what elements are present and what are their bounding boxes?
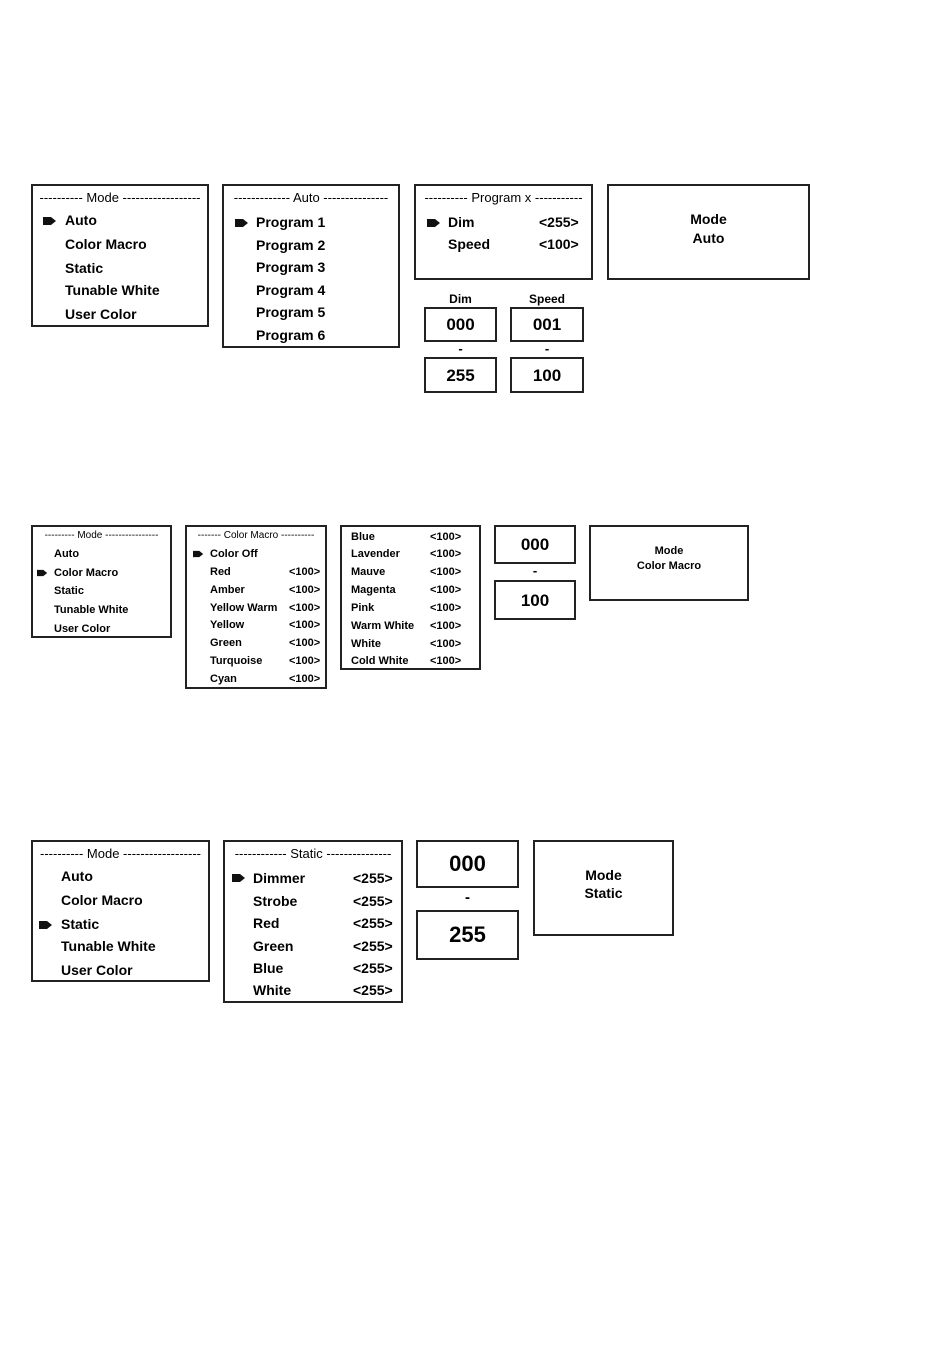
macro-row-label[interactable]: Red — [210, 566, 231, 578]
speed-max-value: 100 — [532, 366, 562, 385]
speed-range-separator: - — [544, 341, 550, 356]
static-row-label[interactable]: White — [253, 982, 292, 998]
static-row-label[interactable]: Green — [253, 938, 294, 954]
dim-range-label: Dim — [449, 292, 472, 306]
mode-menu-static-section — [31, 840, 210, 982]
speed-min-value: 001 — [532, 315, 562, 334]
macro2-row-label[interactable]: Pink — [351, 602, 375, 614]
speed-min-display[interactable] — [510, 307, 584, 342]
display-line-1: Mode — [585, 867, 622, 883]
speed-max-display[interactable] — [510, 357, 584, 393]
macro-max-value: 100 — [520, 591, 550, 610]
macro-range-separator: - — [532, 563, 538, 578]
dim-min-display[interactable] — [424, 307, 497, 342]
macro-row-value: <100> — [289, 619, 321, 631]
program-item-2[interactable]: Program 2 — [256, 237, 326, 253]
mode-item-auto[interactable]: Auto — [61, 868, 93, 884]
mode-item-auto[interactable]: Auto — [65, 212, 97, 228]
program-item-1[interactable]: Program 1 — [256, 214, 326, 230]
macro2-row-label[interactable]: Lavender — [351, 548, 400, 560]
program-row-speed-value: <100> — [539, 236, 579, 252]
program-item-5[interactable]: Program 5 — [256, 304, 326, 320]
macro-row-label[interactable]: Amber — [210, 584, 245, 596]
macro-row-label[interactable]: Cyan — [210, 673, 237, 685]
color-macro-menu-header: ------- Color Macro ---------- — [197, 530, 315, 541]
macro2-row-label[interactable]: Warm White — [351, 620, 415, 632]
static-row-label[interactable]: Dimmer — [253, 870, 306, 886]
mode-menu-header: ---------- Mode ------------------ — [40, 846, 201, 861]
macro2-row-value: <100> — [430, 531, 462, 543]
color-macro-menu-page-2 — [340, 525, 481, 670]
mode-menu-header: ---------- Mode ------------------ — [39, 190, 201, 205]
macro-row-value: <100> — [289, 673, 321, 685]
mode-static-display — [533, 840, 674, 936]
program-x-menu — [414, 184, 593, 280]
mode-menu-header: --------- Mode ---------------- — [44, 530, 159, 541]
macro2-row-label[interactable]: Magenta — [351, 584, 396, 596]
auto-program-menu — [222, 184, 400, 348]
static-max-display[interactable] — [416, 910, 519, 960]
dim-max-display[interactable] — [424, 357, 497, 393]
static-min-display[interactable] — [416, 840, 519, 888]
mode-color-macro-display — [589, 525, 749, 601]
display-line-1: Mode — [690, 211, 727, 227]
macro2-row-label[interactable]: White — [351, 638, 381, 650]
static-row-label[interactable]: Strobe — [253, 893, 298, 909]
static-row-value: <255> — [353, 938, 393, 954]
static-range-separator: - — [465, 889, 470, 906]
mode-item-user-color[interactable]: User Color — [54, 623, 111, 635]
macro-min-display[interactable] — [494, 525, 576, 564]
macro-row-label[interactable]: Yellow Warm — [210, 602, 278, 614]
macro-row-value: <100> — [289, 602, 321, 614]
pointer-arrow-icon — [43, 216, 57, 226]
macro-row-value: <100> — [289, 655, 321, 667]
macro2-row-value: <100> — [430, 548, 462, 560]
macro2-row-value: <100> — [430, 638, 462, 650]
program-item-4[interactable]: Program 4 — [256, 282, 326, 298]
macro2-row-value: <100> — [430, 655, 462, 667]
mode-item-color-macro[interactable]: Color Macro — [65, 236, 147, 252]
macro-row-label[interactable]: Turquoise — [210, 655, 263, 667]
macro2-row-value: <100> — [430, 620, 462, 632]
macro2-row-label[interactable]: Mauve — [351, 566, 386, 578]
mode-item-tunable-white[interactable]: Tunable White — [65, 282, 160, 298]
static-row-value: <255> — [353, 915, 393, 931]
static-max-value: 255 — [449, 922, 486, 947]
auto-menu-header: ------------- Auto --------------- — [233, 190, 389, 205]
mode-item-user-color[interactable]: User Color — [65, 306, 137, 322]
macro-row-value: <100> — [289, 566, 321, 578]
macro-row-value: <100> — [289, 637, 321, 649]
mode-item-user-color[interactable]: User Color — [61, 962, 133, 978]
mode-item-tunable-white[interactable]: Tunable White — [61, 938, 156, 954]
display-line-2: Color Macro — [636, 560, 702, 572]
pointer-arrow-icon — [232, 873, 246, 883]
mode-item-static[interactable]: Static — [54, 585, 84, 597]
dim-max-value: 255 — [446, 366, 475, 385]
speed-range-label: Speed — [528, 292, 565, 306]
display-line-2: Static — [584, 885, 623, 901]
macro2-row-value: <100> — [430, 584, 462, 596]
mode-item-tunable-white[interactable]: Tunable White — [54, 604, 129, 616]
mode-item-static[interactable]: Static — [61, 916, 100, 932]
macro2-row-label[interactable]: Cold White — [351, 655, 409, 667]
static-row-label[interactable]: Blue — [253, 960, 284, 976]
static-row-value: <255> — [353, 960, 393, 976]
static-row-value: <255> — [353, 982, 393, 998]
mode-item-color-macro[interactable]: Color Macro — [61, 892, 143, 908]
macro2-row-value: <100> — [430, 566, 462, 578]
mode-item-color-macro[interactable]: Color Macro — [54, 567, 119, 579]
display-line-1: Mode — [654, 545, 684, 557]
macro-row-value: <100> — [289, 584, 321, 596]
macro-max-display[interactable] — [494, 580, 576, 620]
pointer-arrow-icon — [427, 218, 441, 228]
program-item-3[interactable]: Program 3 — [256, 259, 326, 275]
static-row-value: <255> — [353, 870, 393, 886]
display-line-2: Auto — [692, 230, 725, 246]
mode-auto-display — [607, 184, 810, 280]
dim-min-value: 000 — [446, 315, 475, 334]
program-row-speed-label[interactable]: Speed — [448, 236, 491, 252]
pointer-arrow-icon — [37, 569, 48, 577]
pointer-arrow-icon — [39, 920, 53, 930]
macro-min-value: 000 — [520, 535, 550, 554]
mode-item-auto[interactable]: Auto — [54, 548, 80, 560]
static-menu — [223, 840, 403, 1003]
mode-menu-color-macro-section — [31, 525, 172, 638]
program-row-dim-value: <255> — [539, 214, 579, 230]
program-row-dim-label[interactable]: Dim — [448, 214, 475, 230]
pointer-arrow-icon — [193, 550, 204, 558]
static-row-value: <255> — [353, 893, 393, 909]
pointer-arrow-icon — [235, 218, 249, 228]
color-macro-menu — [185, 525, 327, 689]
macro-row-label[interactable]: Green — [210, 637, 242, 649]
macro2-row-label[interactable]: Blue — [351, 531, 375, 543]
program-item-6[interactable]: Program 6 — [256, 327, 326, 343]
mode-item-static[interactable]: Static — [65, 260, 104, 276]
static-min-value: 000 — [449, 851, 486, 876]
program-menu-header: ---------- Program x ----------- — [424, 190, 583, 205]
macro2-row-value: <100> — [430, 602, 462, 614]
macro-row-label[interactable]: Yellow — [210, 619, 245, 631]
static-row-label[interactable]: Red — [253, 915, 280, 931]
static-menu-header: ------------ Static --------------- — [234, 846, 392, 861]
mode-menu-auto-section — [31, 184, 209, 327]
macro-row-label[interactable]: Color Off — [210, 548, 258, 560]
dim-range-separator: - — [458, 341, 463, 356]
